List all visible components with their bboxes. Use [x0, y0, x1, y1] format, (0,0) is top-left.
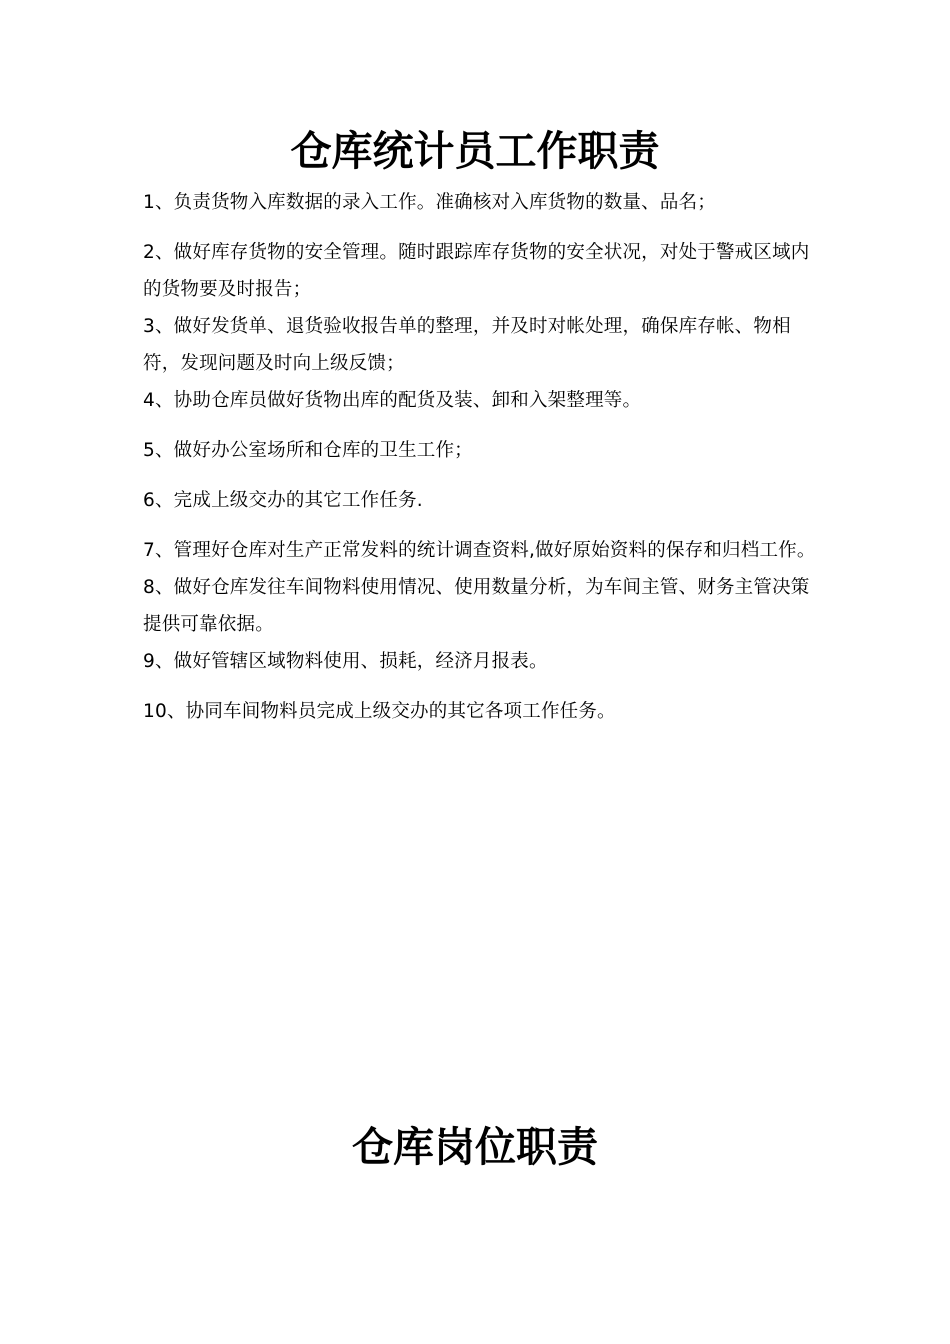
duty-list: [143, 184, 818, 730]
duty-item: 1、负责货物入库数据的录入工作。准确核对入库货物的数量、品名；: [143, 192, 716, 213]
duty-item: 3、做好发货单、退货验收报告单的整理，并及时对帐处理，确保库存帐、物相符，发现问题及时向上级反馈；: [143, 316, 791, 374]
duty-item: 10、协同车间物料员完成上级交办的其它各项工作任务。: [143, 701, 616, 722]
duty-item: 6、完成上级交办的其它工作任务.: [143, 490, 423, 511]
duty-item: 5、做好办公室场所和仓库的卫生工作；: [143, 440, 473, 461]
page-title: 仓库统计员工作职责: [290, 127, 660, 175]
duty-item: 4、协助仓库员做好货物出库的配货及装、卸和入架整理等。: [143, 390, 642, 411]
section-title: 仓库岗位职责: [352, 1123, 598, 1171]
duty-item: 9、做好管辖区域物料使用、损耗，经济月报表。: [143, 651, 548, 672]
duty-item: 7、管理好仓库对生产正常发料的统计调查资料,做好原始资料的保存和归档工作。: [143, 540, 816, 561]
duty-item: 2、做好库存货物的安全管理。随时跟踪库存货物的安全状况，对处于警戒区域内的货物要及时报告；: [143, 242, 810, 300]
duty-item: 8、做好仓库发往车间物料使用情况、使用数量分析，为车间主管、财务主管决策提供可靠依据。: [143, 577, 810, 635]
